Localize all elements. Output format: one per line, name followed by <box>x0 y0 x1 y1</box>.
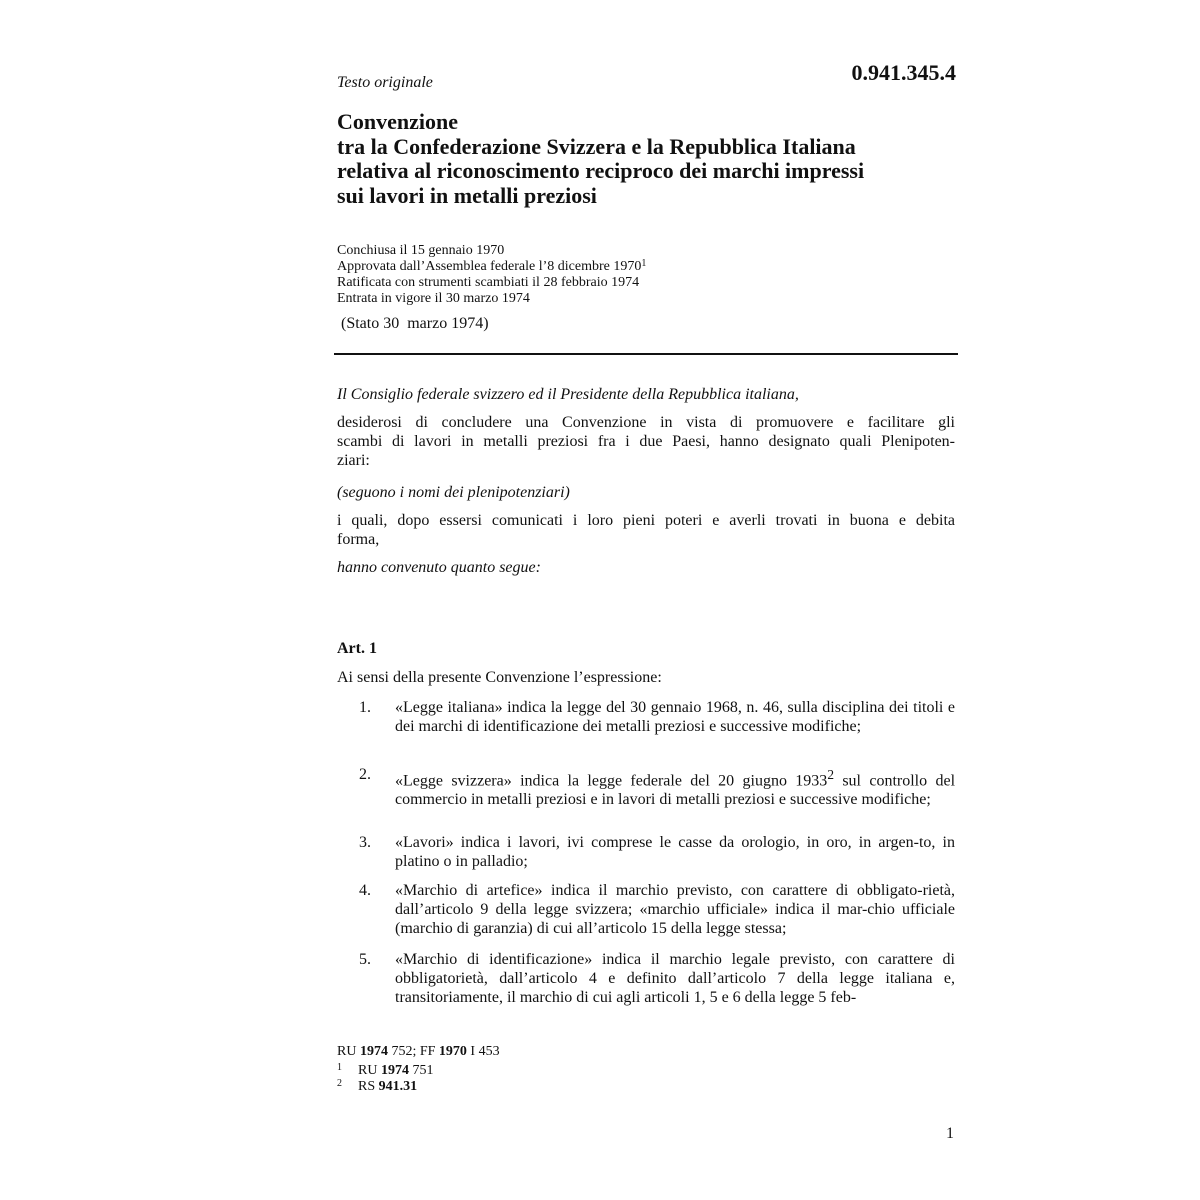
status-date: (Stato 30 marzo 1974) <box>341 315 489 332</box>
preamble-line: forma, <box>337 531 380 548</box>
original-text-label: Testo originale <box>337 74 433 91</box>
page-number: 1 <box>946 1125 954 1142</box>
header-divider <box>334 353 958 355</box>
footnote-ref-2[interactable]: 2 <box>827 767 834 782</box>
preamble-line: ziari: <box>337 452 370 469</box>
list-item-text: «Marchio di artefice» indica il marchio previsto, con carattere di obbligato-rietà, dall’articolo 9 della legge svizzera; «marchio ufficiale» indica il mar-chio ufficiale (marchio di garanzia) di cui all’articolo 15 della legge stessa; <box>395 882 955 937</box>
list-item-number: 3. <box>359 834 371 851</box>
footnote-1 <box>337 1063 500 1079</box>
footnote-text: RS 941.31 <box>358 1079 418 1094</box>
footnote-2 <box>337 1079 500 1095</box>
preamble-line: i quali, dopo essersi comunicati i loro pieni poteri e averli trovati in buona e debita <box>337 512 955 529</box>
article-1-intro: Ai sensi della presente Convenzione l’espressione: <box>337 669 662 686</box>
list-item-text: «Lavori» indica i lavori, ivi comprese le casse da orologio, in oro, in argen-to, in platino o in palladio; <box>395 834 955 870</box>
preamble-parties: Il Consiglio federale svizzero ed il Presidente della Repubblica italiana, <box>337 386 799 403</box>
footnotes <box>337 1044 500 1095</box>
list-item-text-part: «Legge svizzera» indica la legge federale del 20 giugno 1933 <box>395 772 828 790</box>
document-metadata <box>337 243 646 307</box>
concluded-date: Conchiusa il 15 gennaio 1970 <box>337 243 505 258</box>
footnote-number: 1 <box>337 1062 342 1073</box>
document-title <box>337 110 957 208</box>
list-item-number: 4. <box>359 882 371 899</box>
list-item-number: 5. <box>359 951 371 968</box>
source-reference: RU 1974 752; FF 1970 I 453 <box>337 1044 500 1059</box>
preamble-who <box>337 511 955 549</box>
footnote-text: RU 1974 751 <box>358 1063 434 1078</box>
list-item-text: «Legge italiana» indica la legge del 30 gennaio 1968, n. 46, sulla disciplina dei titoli e dei marchi di identificazione dei metalli preziosi e successive modifiche; <box>395 699 955 735</box>
preamble-line: scambi di lavori in metalli preziosi fra i due Paesi, hanno designato quali Plenipoten- <box>337 433 955 450</box>
footnote-ref-1[interactable]: 1 <box>641 258 647 269</box>
title-line: sui lavori in metalli preziosi <box>337 182 597 208</box>
list-item-text <box>395 765 955 809</box>
sr-number: 0.941.345.4 <box>851 60 956 85</box>
title-line: Convenzione <box>337 109 458 134</box>
list-item-number: 2. <box>359 766 371 783</box>
footnote-number: 2 <box>337 1078 342 1089</box>
title-line: relativa al riconoscimento reciproco dei marchi impressi <box>337 158 865 183</box>
approved-date <box>337 259 646 275</box>
approved-text: Approvata dall’Assemblea federale l’8 dicembre 1970 <box>337 259 642 274</box>
list-item-text-part: sul controllo del commercio in metalli preziosi e in lavori di metalli preziosi e successive modifiche; <box>395 772 956 809</box>
list-item-number: 1. <box>359 699 371 716</box>
preamble-desiring <box>337 413 955 470</box>
title-line: tra la Confederazione Svizzera e la Repubblica Italiana <box>337 133 856 159</box>
in-force-date: Entrata in vigore il 30 marzo 1974 <box>337 291 530 306</box>
list-item-text: «Marchio di identificazione» indica il marchio legale previsto, con carattere di obbligatorietà, dall’articolo 4 e definito dall’articolo 7 della legge italiana e, transitoriamente, il marchio di cui agli articoli 1, 5 e 6 della legge 5 feb- <box>395 951 955 1006</box>
article-1-heading: Art. 1 <box>337 640 377 657</box>
preamble-line: desiderosi di concludere una Convenzione in vista di promuovere e facilitare gli <box>337 414 955 431</box>
preamble-agreed: hanno convenuto quanto segue: <box>337 559 541 576</box>
plenipotentiaries-note: (seguono i nomi dei plenipotenziari) <box>337 484 570 501</box>
ratified-date: Ratificata con strumenti scambiati il 28 febbraio 1974 <box>337 275 640 290</box>
